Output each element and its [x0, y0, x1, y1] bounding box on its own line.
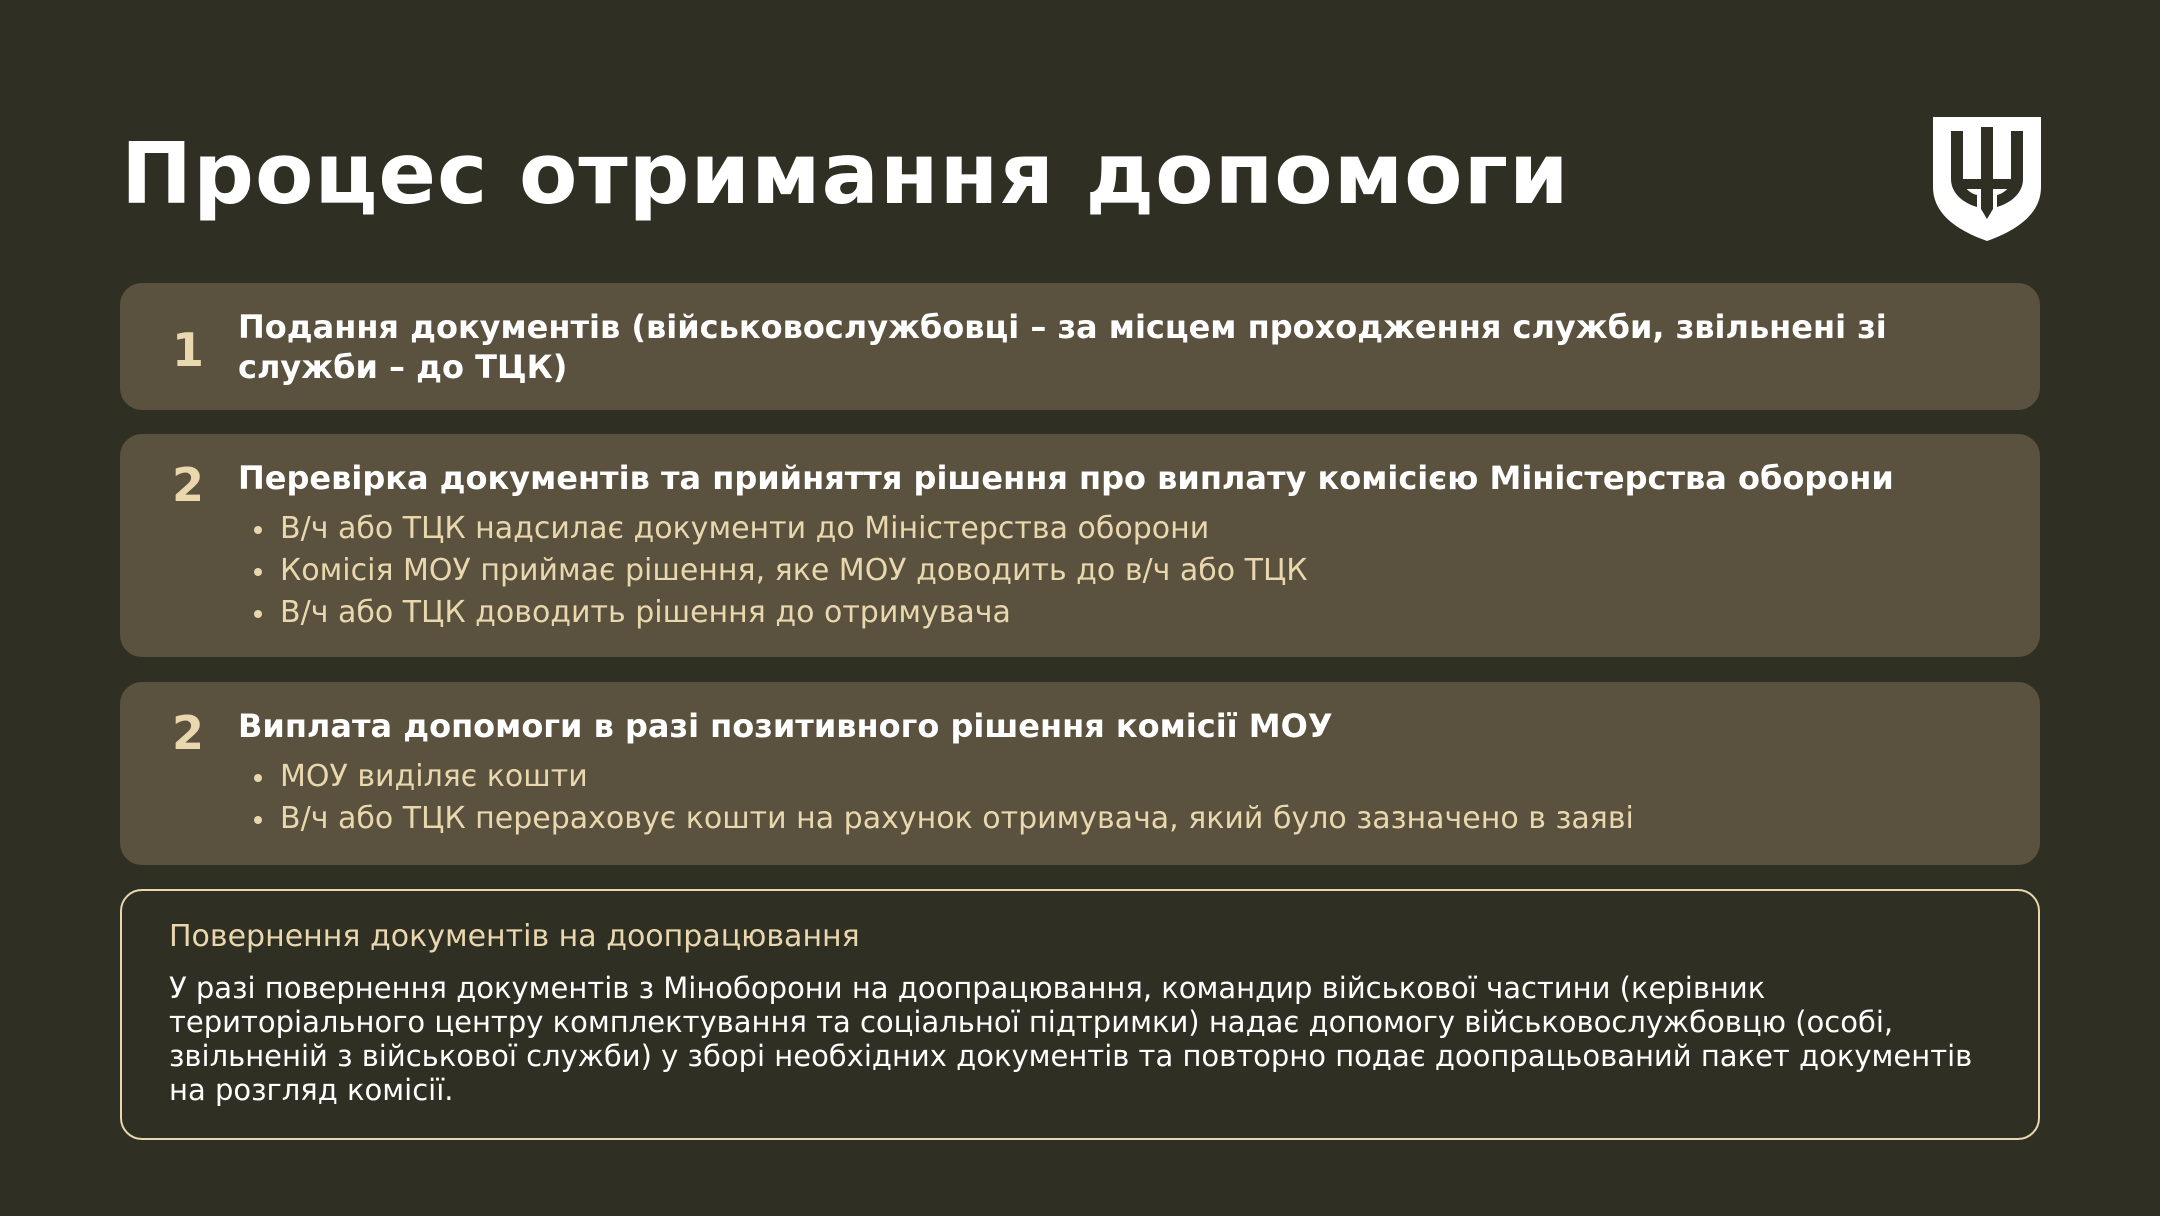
note-body: У разі повернення документів з Міноборони на доопрацювання, командир військової частини (керівник територіального центру комплектування та соціальної підтримки) надає допомогу військовослужбовцю (особі, звільненій з військової служби) у зборі необхідних документів та повторно подає доопрацьований пакет документів на розгляд комісії.	[169, 971, 1973, 1107]
step-title: Перевірка документів та прийняття рішення про виплату комісією Міністерства оборони	[238, 459, 1894, 497]
page-title: Процес отримання допомоги	[121, 125, 1570, 224]
step-bullet: МОУ виділяє кошти	[250, 756, 1980, 798]
note-box	[120, 889, 2040, 1140]
step-card-2	[120, 434, 2040, 657]
trident-shield-icon	[1933, 117, 2041, 241]
note-title: Повернення документів на доопрацювання	[169, 919, 860, 954]
step-bullet: В/ч або ТЦК перераховує кошти на рахунок отримувача, який було зазначено в заяві	[250, 798, 1980, 840]
step-number: 1	[172, 323, 205, 377]
step-number: 2	[172, 706, 205, 760]
step-bullet: В/ч або ТЦК доводить рішення до отримувача	[250, 592, 1980, 634]
step-bullet-list	[250, 508, 1980, 634]
step-card-3	[120, 682, 2040, 865]
step-bullet: Комісія МОУ приймає рішення, яке МОУ доводить до в/ч або ТЦК	[250, 550, 1980, 592]
step-card-1	[120, 283, 2040, 410]
step-title: Виплата допомоги в разі позитивного рішення комісії МОУ	[238, 707, 1333, 745]
step-title: Подання документів (військовослужбовці – за місцем проходження служби, звільнені зі служби – до ТЦК)	[238, 308, 1887, 386]
step-bullet-list	[250, 756, 1980, 840]
step-number: 2	[172, 458, 205, 512]
step-bullet: В/ч або ТЦК надсилає документи до Міністерства оборони	[250, 508, 1980, 550]
